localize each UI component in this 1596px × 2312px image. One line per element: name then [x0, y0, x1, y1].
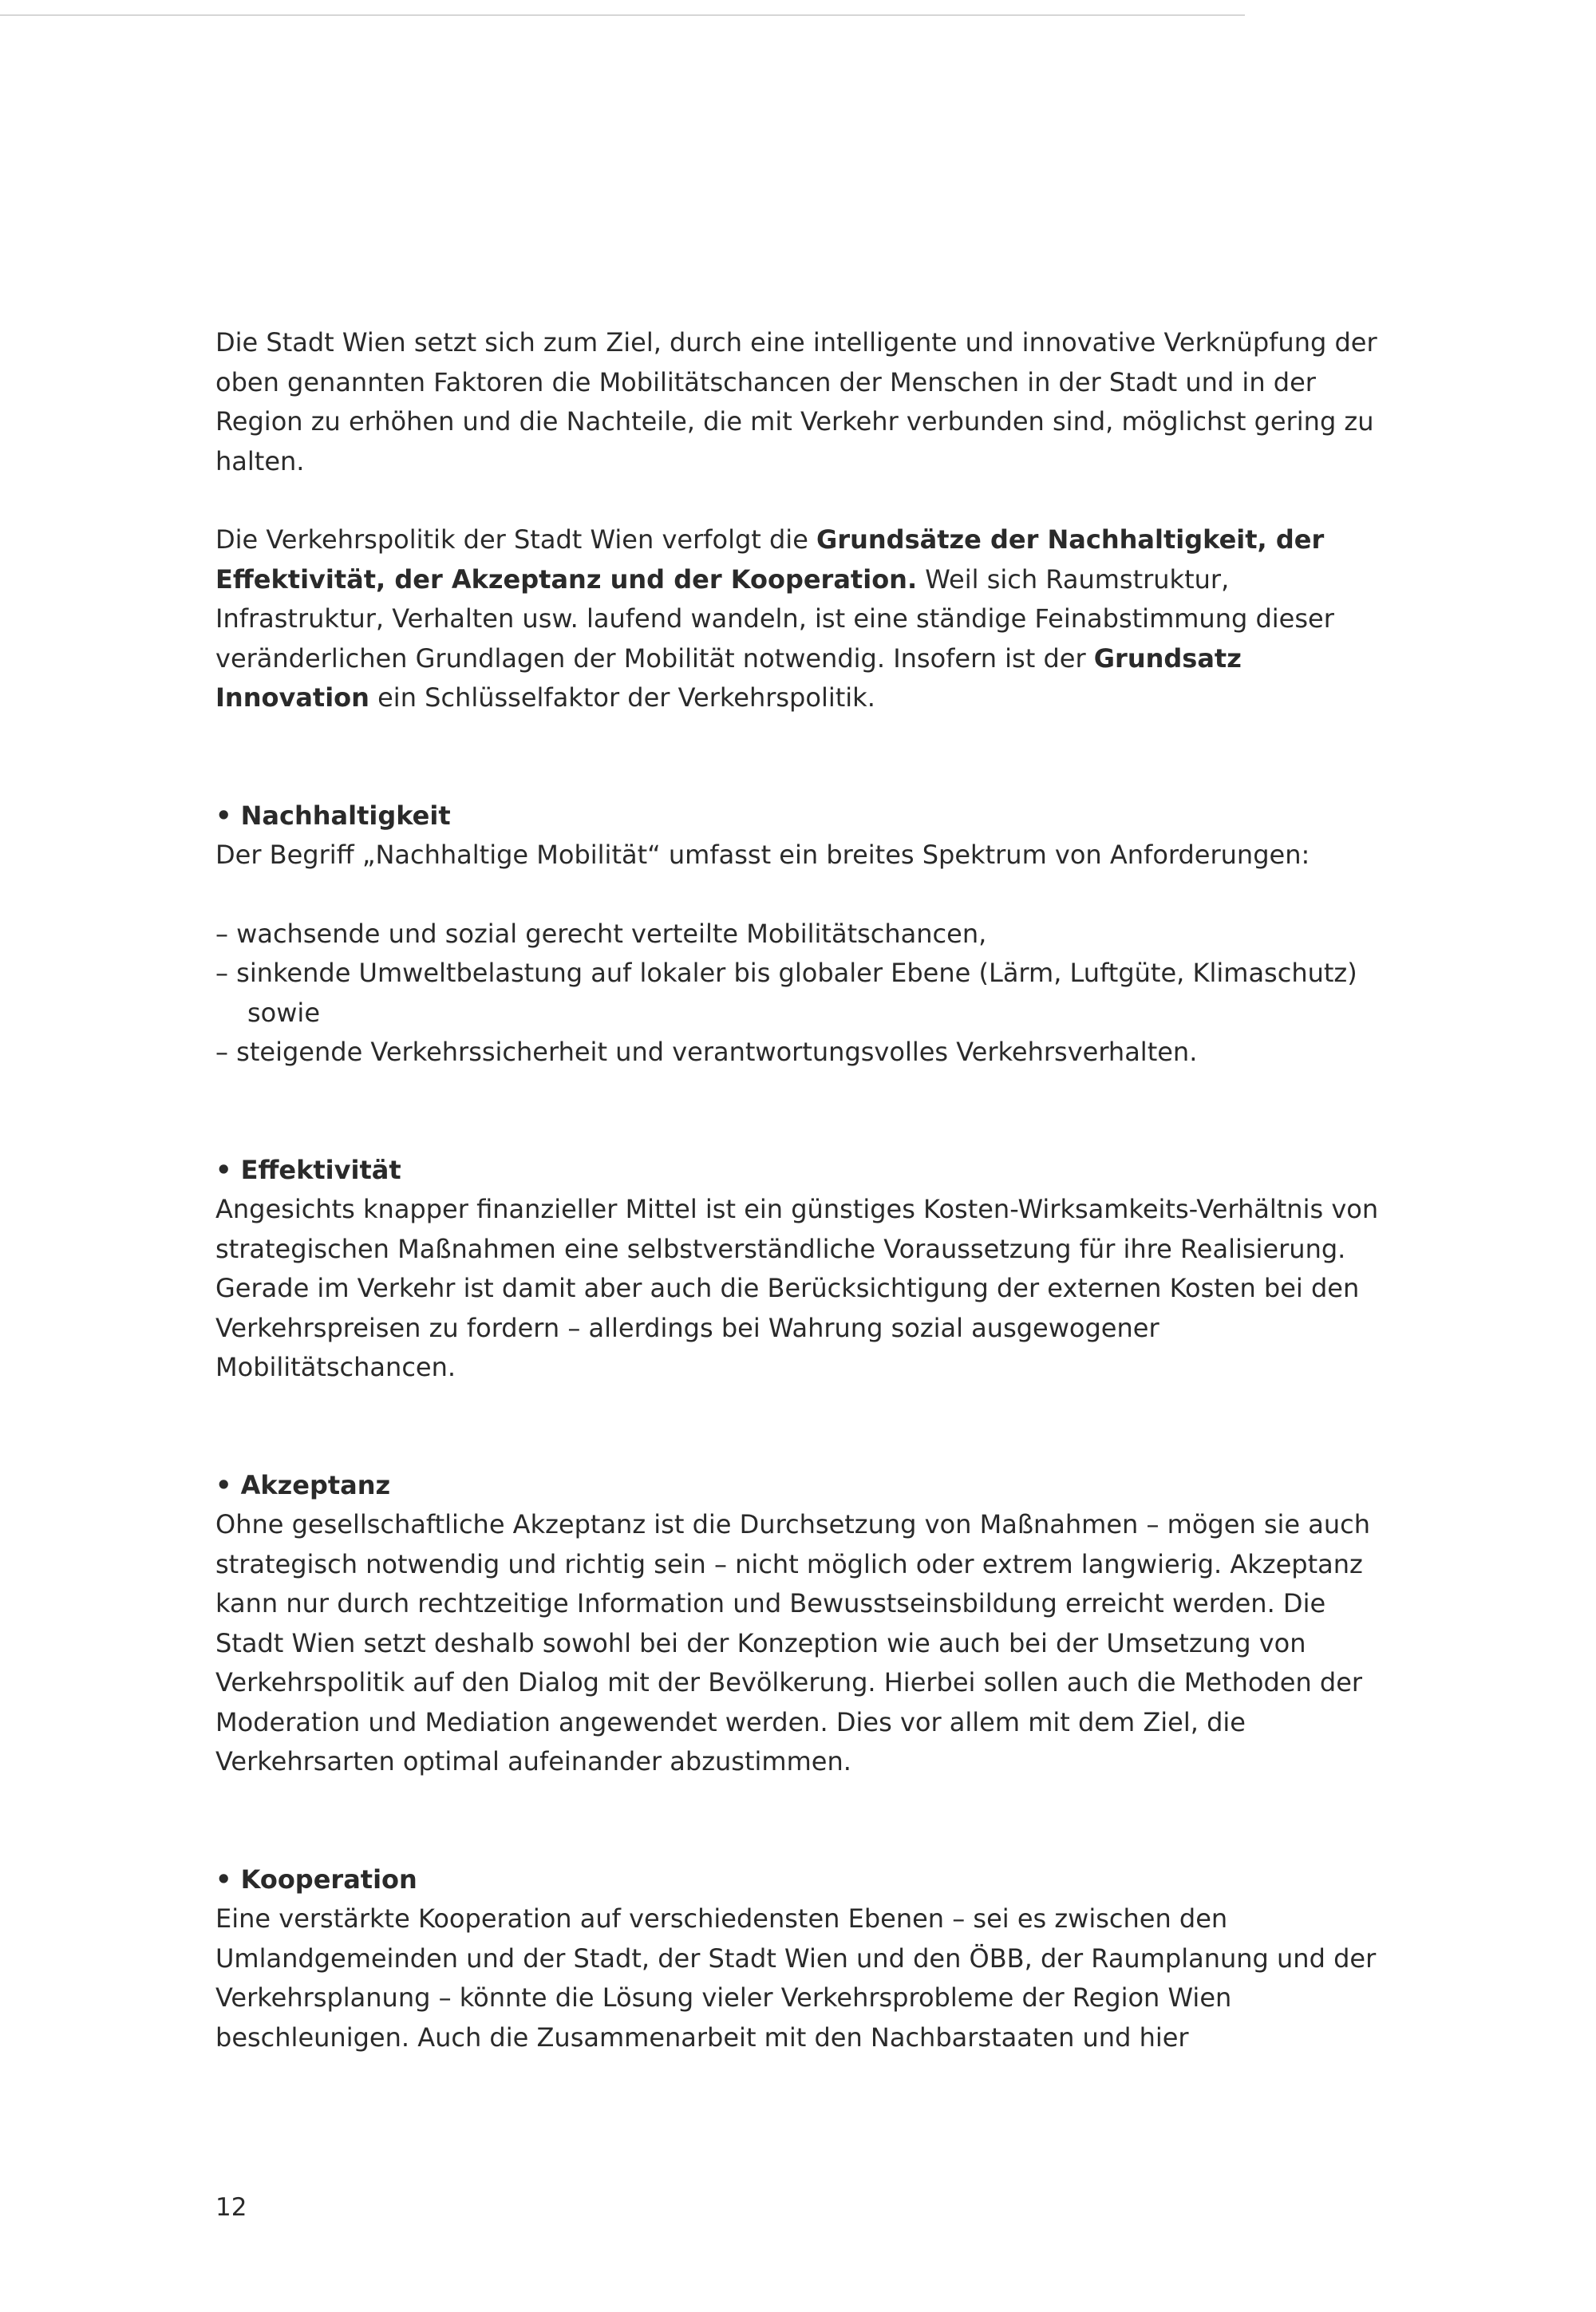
intro-text-3: ein Schlüsselfaktor der Verkehrspolitik.: [369, 682, 875, 713]
list-item: – steigende Verkehrssicherheit und verantwortungsvolles Verkehrsverhalten.: [215, 1037, 1198, 1067]
intro-text-1: Die Verkehrspolitik der Stadt Wien verfolgt die: [215, 524, 817, 555]
text-nachhaltigkeit: Der Begriff „Nachhaltige Mobilität“ umfasst ein breites Spektrum von Anforderungen:: [215, 840, 1310, 870]
heading-kooperation: • Kooperation: [215, 1863, 417, 1895]
intro-bold-principles: Grundsätze der Nachhaltigkeit, der Effektivität, der Akzeptanz und der Kooperation.: [215, 524, 1325, 595]
text-effektivitaet: Angesichts knapper finanzieller Mittel ist ein günstiges Kosten-Wirksamkeits-Verhältnis von strategischen Maßnahmen eine selbstverständliche Voraussetzung für ihre Realisierung. Gerade im Verkehr ist damit aber auch die Berücksichtigung der externen Kosten bei den Verkehrspreisen zu fordern – allerdings bei Wahrung sozial ausgewogener Mobilitätschancen.: [215, 1194, 1379, 1382]
scan-edge-line: [0, 14, 1245, 16]
intro-bold-innovation: Grundsatz Innovation: [215, 642, 1242, 713]
text-akzeptanz: Ohne gesellschaftliche Akzeptanz ist die Durchsetzung von Maßnahmen – mögen sie auch strategisch notwendig und richtig sein – nicht möglich oder extrem langwierig. Akzeptanz kann nur durch rechtzeitige Information und Bewusstseinsbildung erreicht werden. Die Stadt Wien setzt deshalb sowohl bei der Konzeption wie auch bei der Umsetzung von Verkehrspolitik auf den Dialog mit der Bevölkerung. Hierbei sollen auch die Methoden der Moderation und Mediation angewendet werden. Dies vor allem mit dem Ziel, die Verkehrsarten optimal aufeinander abzustimmen.: [215, 1509, 1371, 1776]
heading-nachhaltigkeit: • Nachhaltigkeit: [215, 800, 451, 831]
text-kooperation: Eine verstärkte Kooperation auf verschiedensten Ebenen – sei es zwischen den Umlandgemeinden und der Stadt, der Stadt Wien und den ÖBB, der Raumplanung und der Verkehrsplanung – könnte die Lösung vieler Verkehrsprobleme der Region Wien beschleunigen. Auch die Zusammenarbeit mit den Nachbarstaaten und hier: [215, 1903, 1377, 2053]
page-number: 12: [215, 2193, 247, 2222]
intro-paragraph-2: [215, 520, 1396, 718]
intro-paragraph-1: Die Stadt Wien setzt sich zum Ziel, durch eine intelligente und innovative Verknüpfung der oben genannten Faktoren die Mobilitätschancen der Menschen in der Stadt und in der Region zu erhöhen und die Nachteile, die mit Verkehr verbunden sind, möglichst gering zu halten.: [215, 327, 1377, 476]
list-nachhaltigkeit: [215, 915, 1396, 1073]
intro-text-2: Weil sich Raumstruktur, Infrastruktur, Verhalten usw. laufend wandeln, ist eine ständige Feinabstimmung dieser veränderlichen Grundlagen der Mobilität notwendig. Insofern ist der: [215, 563, 1334, 674]
heading-effektivitaet: • Effektivität: [215, 1154, 401, 1185]
heading-akzeptanz: • Akzeptanz: [215, 1469, 391, 1500]
list-item: – sinkende Umweltbelastung auf lokaler bis globaler Ebene (Lärm, Luftgüte, Klimaschutz) sowie: [215, 958, 1357, 1028]
list-item: – wachsende und sozial gerecht verteilte Mobilitätschancen,: [215, 918, 987, 949]
page-content: [215, 323, 1396, 2057]
